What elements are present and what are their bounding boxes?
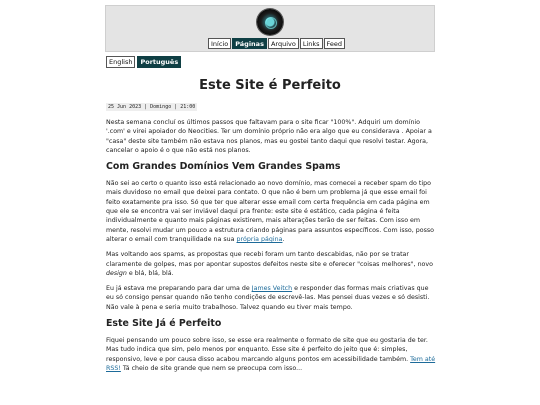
section-heading-perfeito: Este Site Já é Perfeito bbox=[106, 318, 222, 330]
paragraph-proposals-b: e blá, blá, blá. bbox=[126, 269, 174, 277]
paragraph-perfeito-a: Fiquei pensando um pouco sobre isso, se esse era realmente o formato de site que eu gostaria de ter. Mas tudo indica que sim, pelo menos por enquanto. Esse site é perfeito do jeito que é: simples, responsivo, leve e por causa disso acabou marcando alguns pontos em acessibilidade também. bbox=[106, 337, 428, 363]
post-body bbox=[106, 118, 436, 379]
lang-english-button[interactable]: English bbox=[106, 56, 135, 68]
language-switcher bbox=[106, 56, 181, 68]
paragraph-perfeito bbox=[106, 336, 436, 373]
paragraph-veitch-b: e responder das formas mais criativas que eu só consigo pensar quando não tenho condições de escrevê-las. Mas pensei duas vezes e só desisti. Não vale à pena e seria muito trabalhoso. Talvez quando eu tiver mais tempo. bbox=[106, 285, 430, 311]
nav-item-arquivo[interactable]: Arquivo bbox=[268, 38, 299, 49]
link-rss[interactable]: Tem até RSS! bbox=[106, 355, 436, 372]
section-heading-spams: Com Grandes Domínios Vem Grandes Spams bbox=[106, 161, 341, 173]
site-logo-icon[interactable] bbox=[257, 9, 283, 35]
paragraph-spam bbox=[106, 179, 436, 244]
post-title: Este Site é Perfeito bbox=[199, 78, 341, 93]
paragraph-proposals-a: Mas voltando aos spams, as propostas que recebi foram um tanto descabidas, não por se tratar claramente de golpes, mas por apontar supostos defeitos neste site e oferecer "coisas melhores", novo bbox=[106, 251, 433, 268]
main-nav bbox=[208, 38, 345, 50]
nav-item-paginas[interactable]: Páginas bbox=[232, 38, 267, 49]
nav-item-feed[interactable]: Feed bbox=[324, 38, 346, 49]
paragraph-spam-text: Não sei ao certo o quanto isso está relacionado ao novo domínio, mas comecei a receber spam do tipo mais duvidoso no email que deixei para contato. O que não é bem um problema já que esse email foi feito exatamente pra isso. Só que ter que alterar esse email com certa frequência em cada página em que ele se encontra vai ser inviável daqui pra frente: este site é estático, cada página é feita individualmente e quanto mais páginas existirem, mais alterações terão de ser feitas. Com isso em mente, resolvi mudar um pouco a estrutura criando páginas para assuntos específicos. Com isso, posso alterar o email com tranquilidade na sua bbox=[106, 180, 435, 243]
nav-item-inicio[interactable]: Início bbox=[208, 38, 231, 49]
link-james-veitch[interactable]: James Veitch bbox=[251, 285, 293, 293]
nav-item-links[interactable]: Links bbox=[300, 38, 323, 49]
paragraph-veitch-a: Eu já estava me preparando para dar uma de bbox=[106, 285, 252, 293]
paragraph-perfeito-b: Tá cheio de site grande que nem se preocupa com isso... bbox=[120, 364, 303, 372]
paragraph-proposals-em: design bbox=[106, 269, 127, 277]
site-header bbox=[105, 5, 435, 52]
lang-portugues-button[interactable]: Português bbox=[137, 56, 181, 68]
paragraph-spam-end: . bbox=[282, 235, 285, 243]
paragraph-veitch bbox=[106, 284, 436, 312]
paragraph-proposals bbox=[106, 250, 436, 278]
paragraph-intro: Nesta semana concluí os últimos passos que faltavam para o site ficar "100%". Adquiri um domínio '.com' e virei apoiador do Neocities. Ter um domínio próprio não era algo que eu considerava . Apoiar a "casa" deste site também não estava nos planos, mas eu gostei tanto daqui que resolvi testar. Agora, cancelar o apoio é o que não está nos planos. bbox=[106, 119, 432, 154]
post-date: 25 Jun 2023 | Domingo | 21:00 bbox=[108, 104, 196, 110]
link-propria-pagina[interactable]: própria página bbox=[236, 235, 283, 243]
